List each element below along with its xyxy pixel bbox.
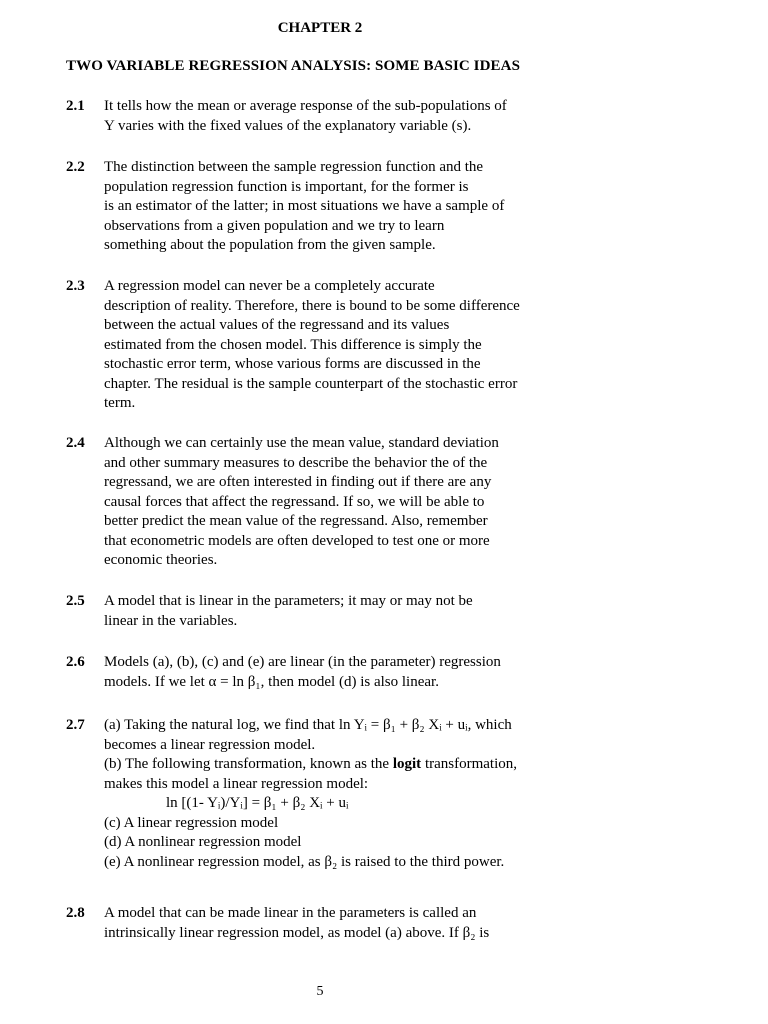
page-number: 5 [316,984,324,999]
item-number: 2.6 [66,654,85,670]
text-line: Although we can certainly use the mean value, standard deviation [104,435,499,451]
text-line: stochastic error term, whose various forms are discussed in the [104,356,481,372]
text-line: term. [104,395,136,411]
answer-2-3 [66,277,626,414]
text-line: causal forces that affect the regressand. If so, we will be able to [104,493,485,510]
text-line-logit [104,755,626,775]
item-number: 2.2 [66,159,85,175]
chapter-title: TWO VARIABLE REGRESSION ANALYSIS: SOME BASIC IDEAS [66,58,521,74]
text-line: A model that can be made linear in the parameters is called an [104,905,477,921]
text-line: something about the population from the given sample. [104,237,436,253]
text-line: (c) A linear regression model [104,814,279,831]
text-line: A model that is linear in the parameters; it may or may not be [104,593,473,609]
text-line: Models (a), (b), (c) and (e) are linear (in the parameter) regression [104,654,501,670]
text-line: description of reality. Therefore, there is bound to be some difference [104,297,520,314]
text-line: estimated from the chosen model. This difference is simply the [104,336,482,353]
text-line: models. If we let α = ln β₁, then model (d) is also linear. [104,673,439,690]
answer-2-8 [66,904,626,943]
text-line: population regression function is important, for the former is [104,178,469,195]
text-line: between the actual values of the regressand and its values [104,317,450,333]
item-number: 2.7 [66,717,85,733]
text-line: intrinsically linear regression model, as model (a) above. If β₂ is [104,924,490,941]
text-line: that econometric models are often developed to test one or more [104,532,490,549]
logit-equation: ln [(1- Yᵢ)/Yᵢ] = β₁ + β₂ Xᵢ + uᵢ [166,795,349,811]
text-line: linear in the variables. [104,612,238,629]
text-line: It tells how the mean or average response of the sub-populations of [104,98,507,114]
logit-term: logit [392,756,422,772]
text-line: is an estimator of the latter; in most situations we have a sample of [104,198,505,214]
text-line: becomes a linear regression model. [104,736,316,753]
answer-2-6 [66,653,626,692]
item-number: 2.4 [66,435,85,451]
text-segment: transformation, [421,756,517,772]
text-line: makes this model a linear regression model: [104,775,369,792]
text-segment: (b) The following transformation, known as the [104,756,393,772]
text-line: (a) Taking the natural log, we find that ln Yᵢ = β₁ + β₂ Xᵢ + uᵢ, which [104,717,512,733]
text-line: (d) A nonlinear regression model [104,834,302,850]
text-line: Y varies with the fixed values of the explanatory variable (s). [104,117,472,134]
answer-2-1 [66,97,626,136]
text-line: A regression model can never be a completely accurate [104,278,435,294]
answer-2-4 [66,434,626,571]
item-number: 2.5 [66,593,85,609]
item-number: 2.1 [66,98,85,114]
text-line: regressand, we are often interested in finding out if there are any [104,474,492,490]
text-line: The distinction between the sample regression function and the [104,159,484,175]
text-line: and other summary measures to describe the behavior the of the [104,454,488,471]
answer-2-5 [66,592,626,631]
item-number: 2.3 [66,278,85,294]
text-line: chapter. The residual is the sample counterpart of the stochastic error [104,375,518,392]
text-line: observations from a given population and we try to learn [104,217,445,234]
answer-2-2 [66,158,626,256]
text-line: better predict the mean value of the regressand. Also, remember [104,513,488,529]
text-line: (e) A nonlinear regression model, as β₂ is raised to the third power. [104,853,505,870]
text-line: economic theories. [104,552,218,568]
chapter-heading: CHAPTER 2 [277,20,363,36]
answer-2-7 [66,716,626,872]
item-number: 2.8 [66,905,85,921]
